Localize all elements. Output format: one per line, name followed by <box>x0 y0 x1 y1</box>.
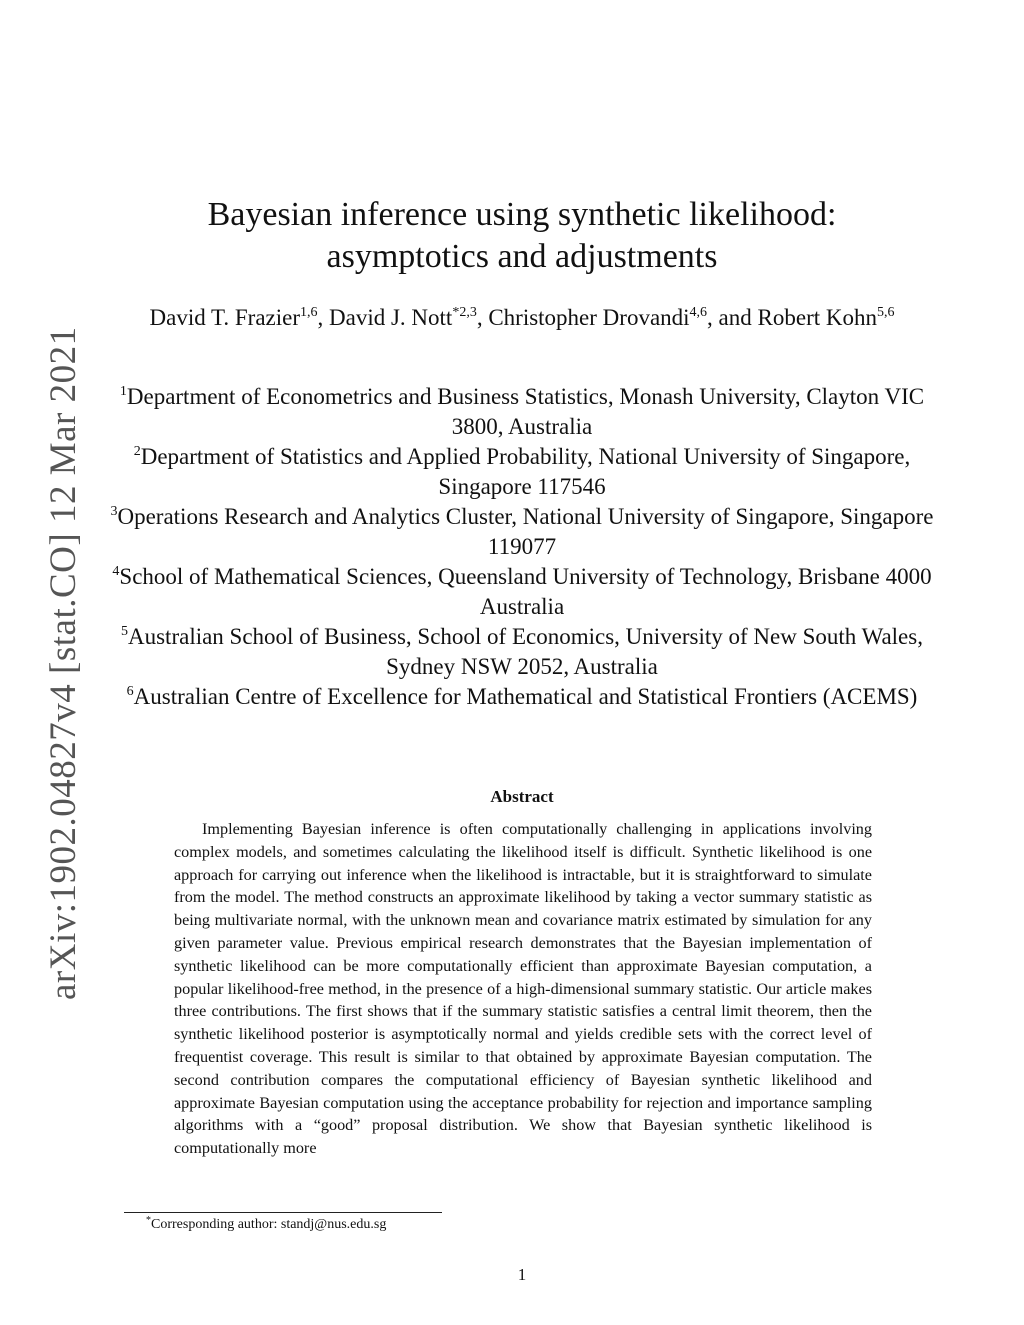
author-separator: , and <box>707 305 758 330</box>
author-list <box>110 303 934 333</box>
affiliation-number: 2 <box>133 444 141 459</box>
abstract-heading: Abstract <box>490 787 554 806</box>
affiliation-text: Department of Econometrics and Business Statistics, Monash University, Clayton VIC 3800, Australia <box>126 384 925 439</box>
affiliation-text: Department of Statistics and Applied Probability, National University of Singapore, Singapore 117546 <box>140 444 911 499</box>
affiliation <box>110 682 934 712</box>
page-number: 1 <box>517 1265 527 1284</box>
author-name: David T. Frazier <box>149 305 301 330</box>
affiliation-text: Operations Research and Analytics Cluster, National University of Singapore, Singapore 119077 <box>117 504 934 559</box>
affiliation-number: 5 <box>121 624 128 639</box>
footnote-divider <box>124 1212 442 1213</box>
affiliation <box>110 622 934 682</box>
author-affiliation-marks: 5,6 <box>876 305 895 320</box>
author-affiliation-marks: 1,6 <box>300 305 318 320</box>
corresponding-author-footnote <box>146 1217 386 1233</box>
author-affiliation-marks: *2,3 <box>452 305 477 320</box>
paper-title <box>110 194 934 278</box>
abstract-text: Implementing Bayesian inference is often computationally challenging in applications involving complex models, and sometimes calculating the likelihood itself is difficult. Synthetic likelihood is one approach for carrying out inference when the likelihood is intractable, but it is straightforward to simulate from the model. The method constructs an approximate likelihood by taking a vector summary statistic as being multivariate normal, with the unknown mean and covariance matrix estimated by simulation for any given parameter value. Previous empirical research demonstrates that the Bayesian implementation of synthetic likelihood can be more computationally efficient than approximate Bayesian computation, a popular likelihood-free method, in the presence of a high-dimensional summary statistic. Our article makes three contributions. The first shows that if the summary statistic satisfies a central limit theorem, then the synthetic likelihood posterior is asymptotically normal and yields credible sets with the correct level of frequentist coverage. This result is similar to that obtained by approximate Bayesian computation. The second contribution compares the computational efficiency of Bayesian synthetic likelihood and approximate Bayesian computation using the acceptance probability for rejection and importance sampling algorithms with a “good” proposal distribution. We show that Bayesian synthetic likelihood is computationally more <box>174 820 872 1158</box>
affiliation-number: 1 <box>119 384 127 399</box>
footnote-mark: * <box>146 1215 151 1226</box>
author-name: Robert Kohn <box>757 305 877 330</box>
affiliation <box>110 502 934 562</box>
author-separator: , <box>317 305 330 330</box>
affiliation-list <box>110 382 934 712</box>
affiliation <box>110 562 934 622</box>
affiliation-text: Australian Centre of Excellence for Mathematical and Statistical Frontiers (ACEMS) <box>133 684 918 709</box>
affiliation-number: 6 <box>126 684 134 699</box>
affiliation <box>110 382 934 442</box>
affiliation <box>110 442 934 502</box>
affiliation-text: School of Mathematical Sciences, Queensland University of Technology, Brisbane 4000 Australia <box>119 564 932 619</box>
author-separator: , <box>476 305 489 330</box>
title-line-1: Bayesian inference using synthetic likelihood: <box>207 196 837 233</box>
affiliation-text: Australian School of Business, School of Economics, University of New South Wales, Sydney NSW 2052, Australia <box>128 624 923 679</box>
author-name: David J. Nott <box>329 305 453 330</box>
affiliation-number: 4 <box>112 564 120 579</box>
title-line-2: asymptotics and adjustments <box>326 238 718 275</box>
footnote-text: Corresponding author: standj@nus.edu.sg <box>151 1217 387 1232</box>
author-affiliation-marks: 4,6 <box>689 305 708 320</box>
affiliation-number: 3 <box>110 504 118 519</box>
author-name: Christopher Drovandi <box>488 305 690 330</box>
arxiv-identifier-stamp: arXiv:1902.04827v4 [stat.CO] 12 Mar 2021 <box>43 326 84 1000</box>
